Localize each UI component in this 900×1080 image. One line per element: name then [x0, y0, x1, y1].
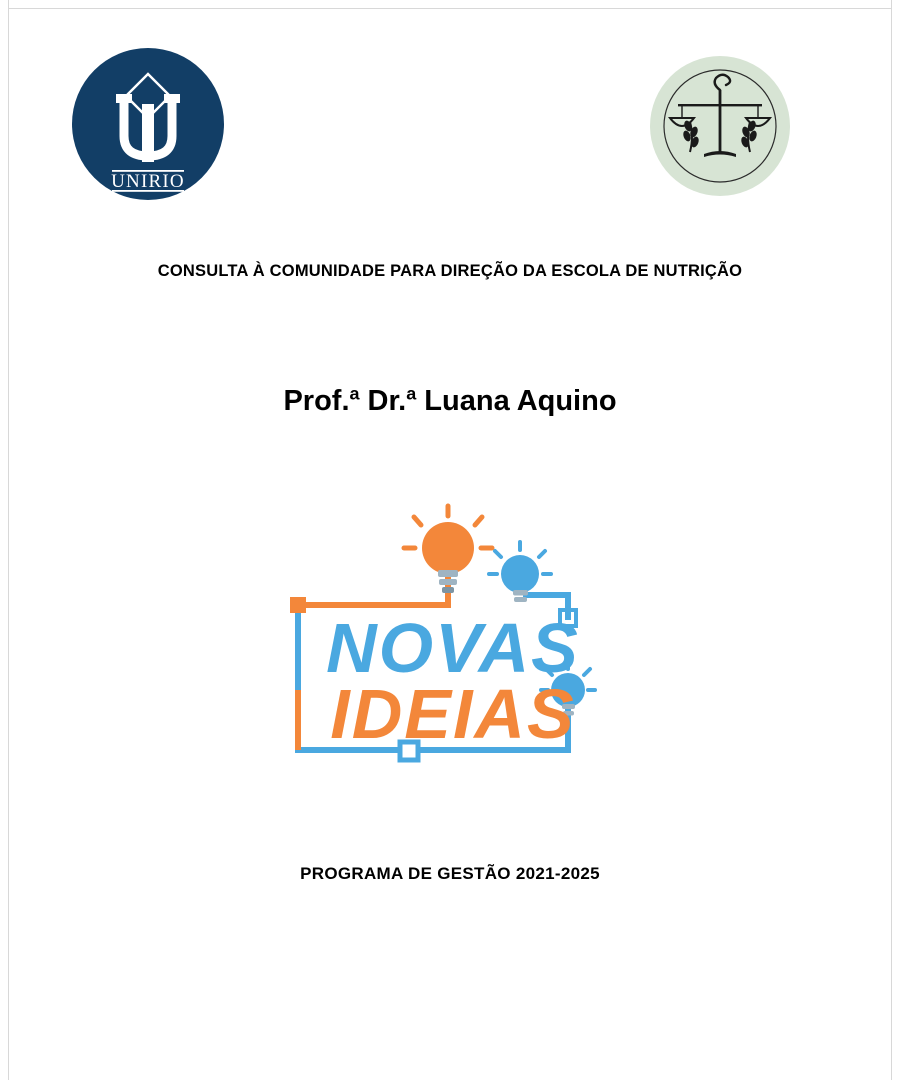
author-given-name: Luana Aquino: [416, 385, 617, 417]
page-border-left: [8, 0, 9, 1080]
page-title: CONSULTA À COMUNIDADE PARA DIREÇÃO DA ESCOLA DE NUTRIÇÃO: [157, 262, 743, 280]
circuit-node-orange: [290, 597, 306, 613]
novas-ideias-line1: NOVAS: [326, 609, 580, 687]
page-border-right: [891, 0, 892, 1080]
unirio-logo-text: UNIRIO: [111, 171, 185, 192]
author-prefix: Prof.: [283, 385, 350, 417]
author-title: Dr.: [359, 385, 407, 417]
program-subtitle: PROGRAMA DE GESTÃO 2021-2025: [300, 864, 600, 883]
author-title-superscript: a: [406, 383, 417, 404]
author-prefix-superscript: a: [349, 383, 360, 404]
escola-de-nutricao-logo: [650, 56, 790, 196]
novas-ideias-logo: [268, 500, 638, 800]
page-border-top: [8, 8, 892, 9]
novas-ideias-line2: IDEIAS: [330, 675, 576, 753]
lightbulb-icon-orange: [404, 506, 492, 593]
author-name: [0, 385, 900, 418]
unirio-logo: [72, 48, 224, 200]
